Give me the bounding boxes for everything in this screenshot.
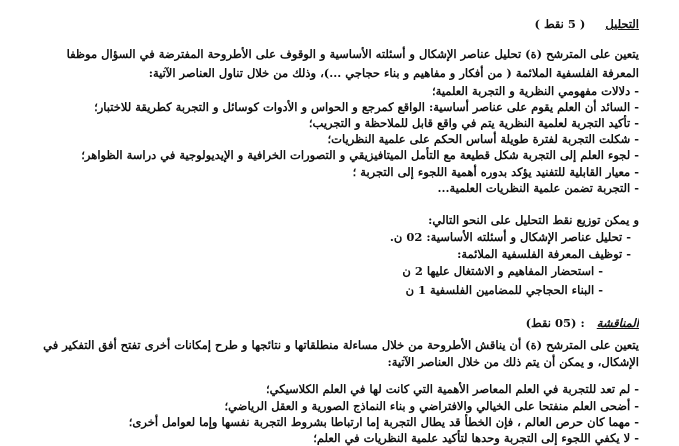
analysis-item: - شكلت التجربة لفترة طويلة أساس الحكم على علمية النظريات؛ bbox=[327, 132, 639, 146]
distribution-item: - توظيف المعرفة الفلسفية الملائمة: bbox=[457, 247, 631, 261]
discussion-points: : (05 نقط) bbox=[525, 316, 585, 330]
analysis-intro-line-1: يتعين على المترشح (ة) تحليل عناصر الإشكال و أسئلته الأساسية و الوقوف على الأطروحة المفترضة في السؤال موظفا bbox=[66, 47, 639, 61]
discussion-item: - لا يكفي اللجوء إلى التجربة وحدها لتأكيد علمية النظريات في العلم؛ bbox=[313, 431, 639, 445]
analysis-item: - تأكيد التجربة لعلمية النظرية يتم في واقع قابل للملاحظة و التجريب؛ bbox=[308, 116, 639, 130]
analysis-item: - التجربة تضمن علمية النظريات العلمية... bbox=[437, 181, 639, 195]
discussion-item: - أضحى العلم منفتحا على الخيالي والافتراضي و بناء النماذج الصورية و العقل الرياضي؛ bbox=[224, 399, 639, 413]
discussion-title: المناقشة bbox=[596, 316, 639, 330]
discussion-item: - مهما كان حرص العالم ، فإن الخطأ قد يطال التجربة إما ارتباطا بشروط التجربة نفسها وإما لعوامل أخرى؛ bbox=[128, 415, 639, 429]
analysis-intro-line-2: المعرفة الفلسفية الملائمة ( من أفكار و مفاهيم و بناء حجاجي ...)، وذلك من خلال تناول العناصر الآتية: bbox=[148, 66, 639, 80]
discussion-heading bbox=[12, 315, 639, 331]
distribution-intro: و يمكن توزيع نقط التحليل على النحو التالي: bbox=[428, 213, 639, 227]
distribution-subitem: - البناء الحجاجي للمضامين الفلسفية 1 ن bbox=[405, 283, 603, 297]
analysis-title: التحليل bbox=[605, 17, 639, 31]
analysis-item: - السائد أن العلم يقوم على عناصر أساسية: الواقع كمرجع و الحواس و الأدوات كوسائل و التجربة كطريقة للاختبار؛ bbox=[94, 100, 639, 114]
discussion-item: - لم تعد للتجربة في العلم المعاصر الأهمية التي كانت لها في العلم الكلاسيكي؛ bbox=[265, 382, 639, 396]
analysis-heading bbox=[12, 16, 639, 32]
distribution-item: - تحليل عناصر الإشكال و أسئلته الأساسية: 02 ن. bbox=[389, 230, 631, 244]
distribution-subitem: - استحضار المفاهيم و الاشتغال عليها 2 ن bbox=[402, 264, 603, 278]
analysis-item: - دلالات مفهومي النظرية و التجربة العلمية؛ bbox=[432, 84, 639, 98]
analysis-item: - معيار القابلية للتفنيد يؤكد بدوره أهمية اللجوء إلى التجربة ؛ bbox=[352, 165, 639, 179]
discussion-intro-line-2: الإشكال، و يمكن أن يتم ذلك من خلال العناصر الآتية: bbox=[387, 355, 639, 369]
discussion-intro-line-1: يتعين على المترشح (ة) أن يناقش الأطروحة من خلال مساءلة منطلقاتها و نتائجها و طرح إمكانات أخرى تفتح أفق التفكير في bbox=[43, 338, 639, 352]
analysis-points: ( 5 نقط ) bbox=[534, 17, 586, 31]
analysis-item: - لجوء العلم إلى التجربة شكل قطيعة مع التأمل الميتافيزيقي و التصورات الخرافية و الإيديولوجية في دراسة الظواهر؛ bbox=[81, 148, 639, 162]
